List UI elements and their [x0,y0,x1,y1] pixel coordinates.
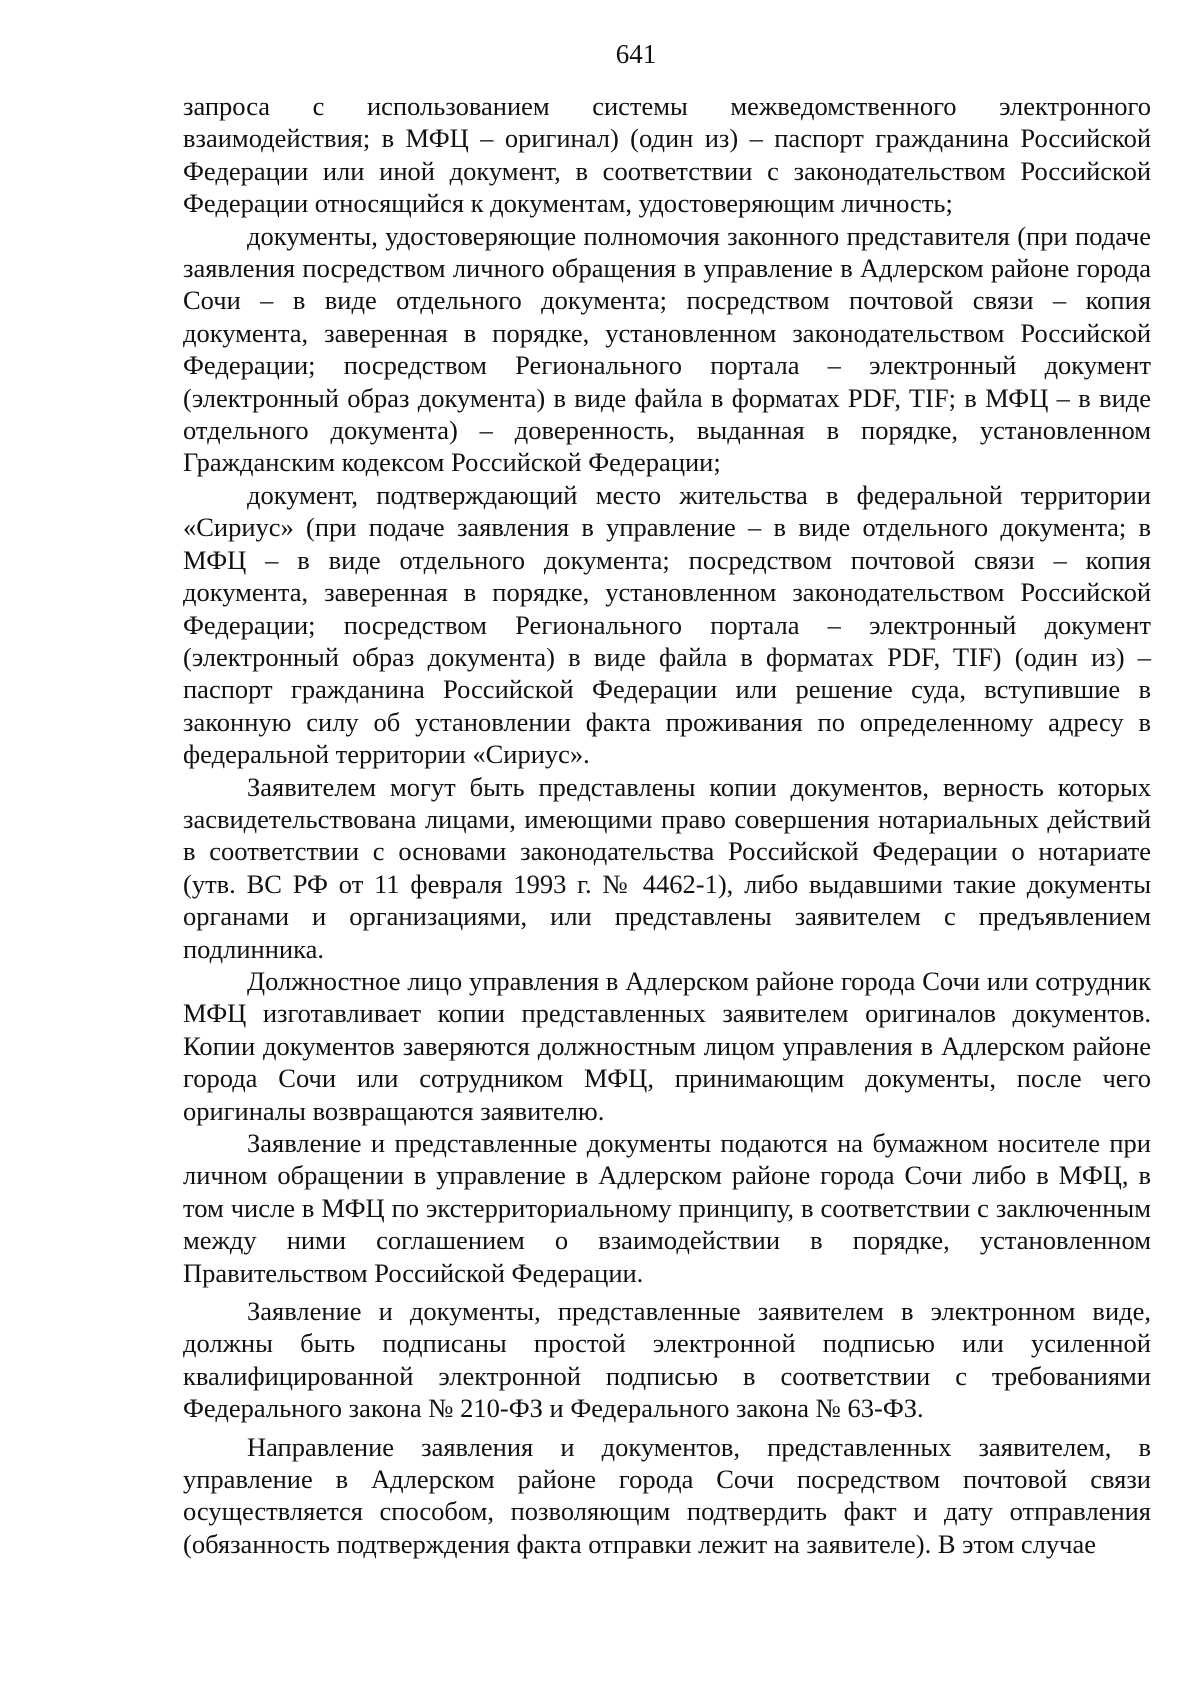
paragraph: Заявление и документы, представленные заявителем в электронном виде, должны быть подписаны простой электронной подписью или усиленной квалифицированной электронной подписью в соответствии с требованиями Федерального закона № 210-ФЗ и Федерального закона № 63-ФЗ. [183,1296,1151,1424]
paragraph: Заявителем могут быть представлены копии документов, верность которых засвидетельствована лицами, имеющими право совершения нотариальных действий в соответствии с основами законодательства Российской Федерации о нотариате (утв. ВС РФ от 11 февраля 1993 г. № 4462-1), либо выдавшими такие документы органами и организациями, или представлены заявителем с предъявлением подлинника. [183,771,1151,964]
paragraph: Заявление и представленные документы подаются на бумажном носителе при личном обращении в управление в Адлерском районе города Сочи либо в МФЦ, в том числе в МФЦ по экстерриториальному принципу, в соответствии с заключенным между ними соглашением о взаимодействии в порядке, установленном Правительством Российской Федерации. [183,1128,1151,1288]
paragraph: запроса с использованием системы межведомственного электронного взаимодействия; в МФЦ – оригинал) (один из) – паспорт гражданина Российской Федерации или иной документ, в соответствии с законодательством Российской Федерации относящийся к документам, удостоверяющим личность; [183,91,1151,219]
page-number: 641 [615,39,657,69]
paragraph: документы, удостоверяющие полномочия законного представителя (при подаче заявления посредством личного обращения в управление в Адлерском районе города Сочи – в виде отдельного документа; посредством почтовой связи – копия документа, заверенная в порядке, установленном законодательством Российской Федерации; посредством Регионального портала – электронный документ (электронный образ документа) в виде файла в форматах PDF, TIF; в МФЦ – в виде отдельного документа) – доверенность, выданная в порядке, установленном Гражданским кодексом Российской Федерации; [183,220,1151,478]
paragraph: Направление заявления и документов, представленных заявителем, в управление в Адлерском районе города Сочи посредством почтовой связи осуществляется способом, позволяющим подтвердить факт и дату отправления (обязанность подтверждения факта отправки лежит на заявителе). В этом случае [183,1431,1151,1559]
document-body [183,90,1151,1560]
paragraph: документ, подтверждающий место жительства в федеральной территории «Сириус» (при подаче заявления в управление – в виде отдельного документа; в МФЦ – в виде отдельного документа; посредством почтовой связи – копия документа, заверенная в порядке, установленном законодательством Российской Федерации; посредством Регионального портала – электронный документ (электронный образ документа) в виде файла в форматах PDF, TIF) (один из) – паспорт гражданина Российской Федерации или решение суда, вступившие в законную силу об установлении факта проживания по определенному адресу в федеральной территории «Сириус». [183,479,1151,770]
paragraph: Должностное лицо управления в Адлерском районе города Сочи или сотрудник МФЦ изготавливает копии представленных заявителем оригиналов документов. Копии документов заверяются должностным лицом управления в Адлерском районе города Сочи или сотрудником МФЦ, принимающим документы, после чего оригиналы возвращаются заявителю. [183,965,1151,1126]
